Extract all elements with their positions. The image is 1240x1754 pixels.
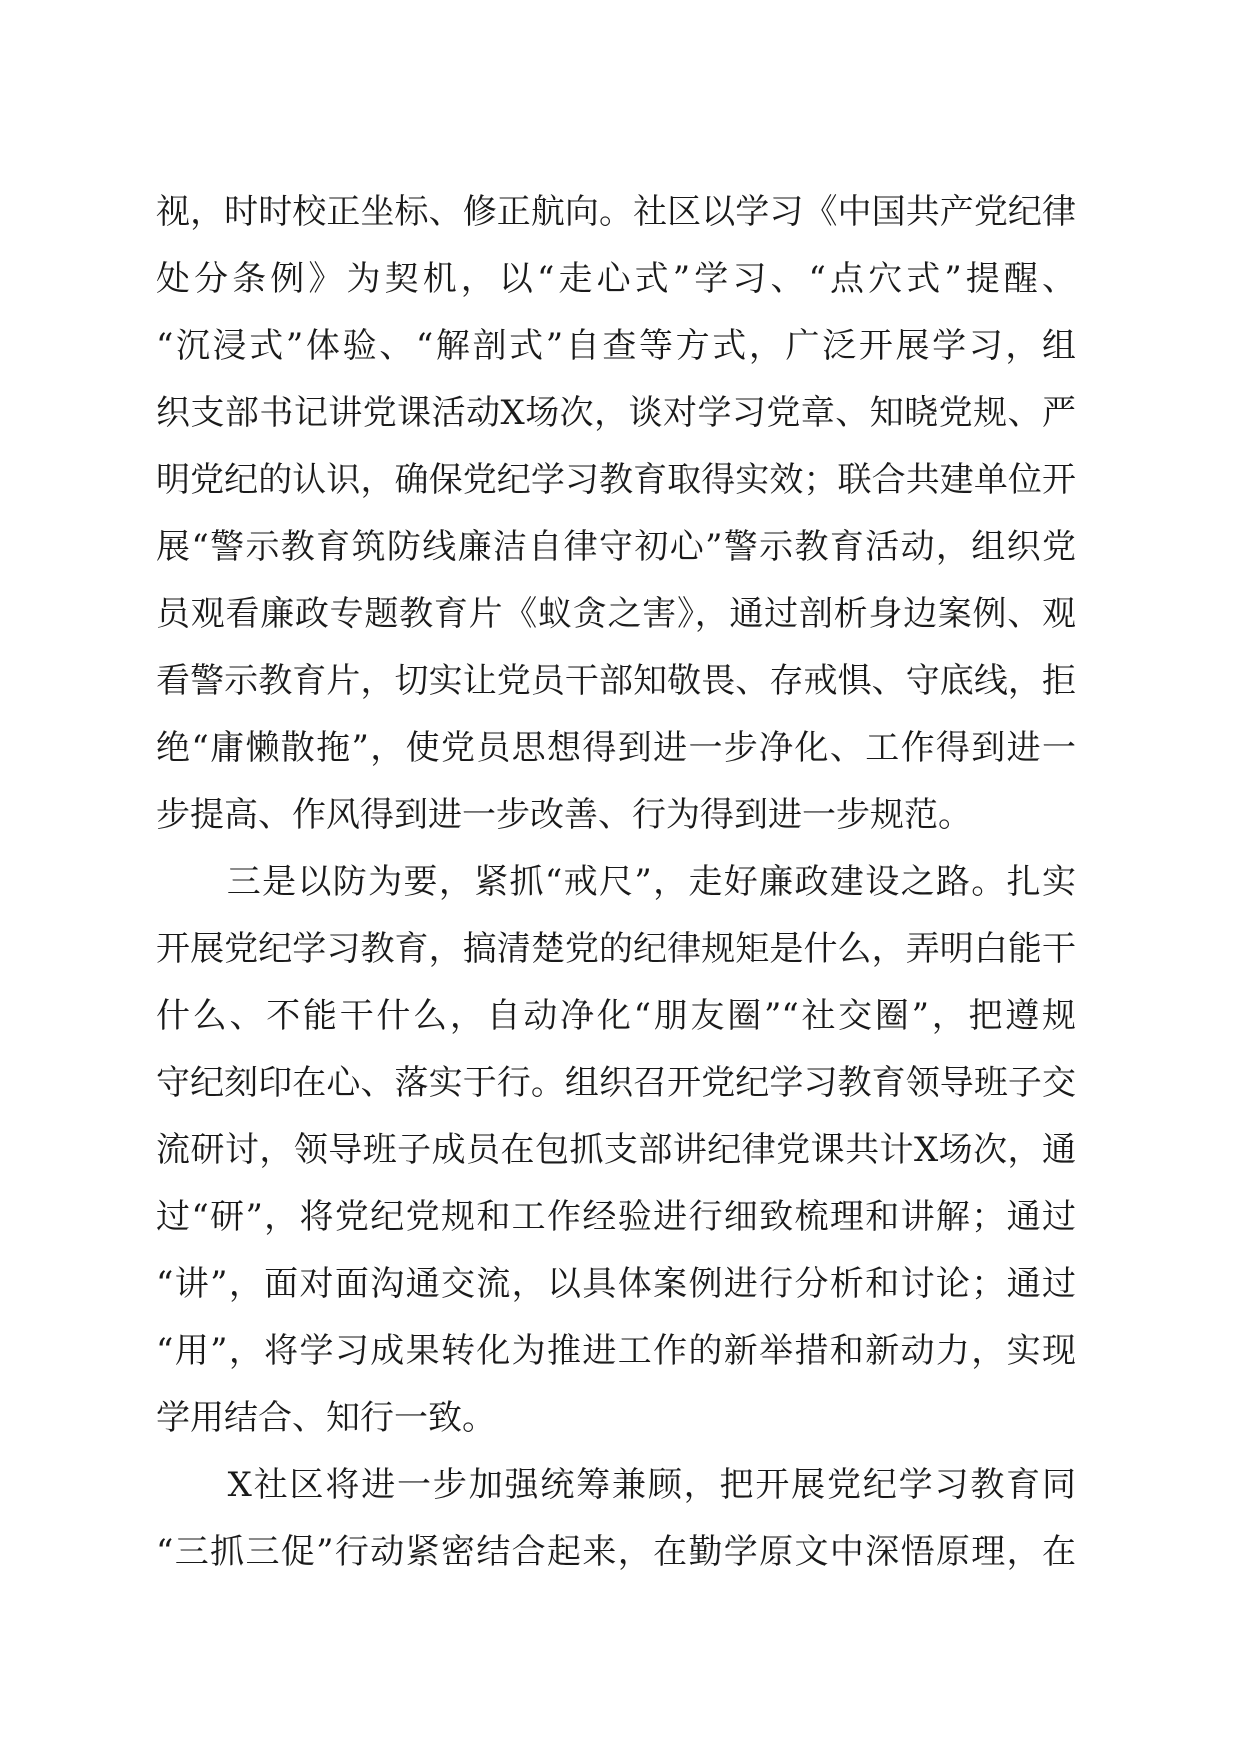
text-line: 绝“庸懒散拖”，使党员思想得到进一步净化、工作得到进一	[156, 728, 1076, 768]
text-line: 流研讨，领导班子成员在包抓支部讲纪律党课共计X场次，通	[156, 1130, 1076, 1170]
text-line: “用”，将学习成果转化为推进工作的新举措和新动力，实现	[156, 1331, 1076, 1371]
text-line: 守纪刻印在心、落实于行。组织召开党纪学习教育领导班子交	[156, 1063, 1076, 1103]
text-line: “讲”，面对面沟通交流，以具体案例进行分析和讨论；通过	[156, 1264, 1076, 1304]
text-line: “沉浸式”体验、“解剖式”自查等方式，广泛开展学习，组	[156, 326, 1076, 366]
text-line: 过“研”，将党纪党规和工作经验进行细致梳理和讲解；通过	[156, 1197, 1076, 1237]
text-line: 步提高、作风得到进一步改善、行为得到进一步规范。	[156, 795, 972, 835]
text-line: “三抓三促”行动紧密结合起来，在勤学原文中深悟原理，在	[156, 1532, 1076, 1572]
text-line: 视，时时校正坐标、修正航向。社区以学习《中国共产党纪律	[156, 192, 1076, 232]
text-line: 处分条例》为契机，以“走心式”学习、“点穴式”提醒、	[156, 259, 1076, 299]
text-line: 明党纪的认识，确保党纪学习教育取得实效；联合共建单位开	[156, 460, 1076, 500]
text-line: 三是以防为要，紧抓“戒尺”，走好廉政建设之路。扎实	[156, 862, 1076, 902]
text-line: 织支部书记讲党课活动X场次，谈对学习党章、知晓党规、严	[156, 393, 1076, 433]
text-line: X社区将进一步加强统筹兼顾，把开展党纪学习教育同	[156, 1465, 1077, 1505]
text-line: 学用结合、知行一致。	[156, 1398, 496, 1438]
text-line: 开展党纪学习教育，搞清楚党的纪律规矩是什么，弄明白能干	[156, 929, 1076, 969]
text-line: 员观看廉政专题教育片《蚁贪之害》，通过剖析身边案例、观	[156, 594, 1076, 634]
text-line: 展“警示教育筑防线廉洁自律守初心”警示教育活动，组织党	[156, 527, 1076, 567]
text-line: 什么、不能干什么，自动净化“朋友圈”“社交圈”，把遵规	[156, 996, 1076, 1036]
text-line: 看警示教育片，切实让党员干部知敬畏、存戒惧、守底线，拒	[156, 661, 1076, 701]
